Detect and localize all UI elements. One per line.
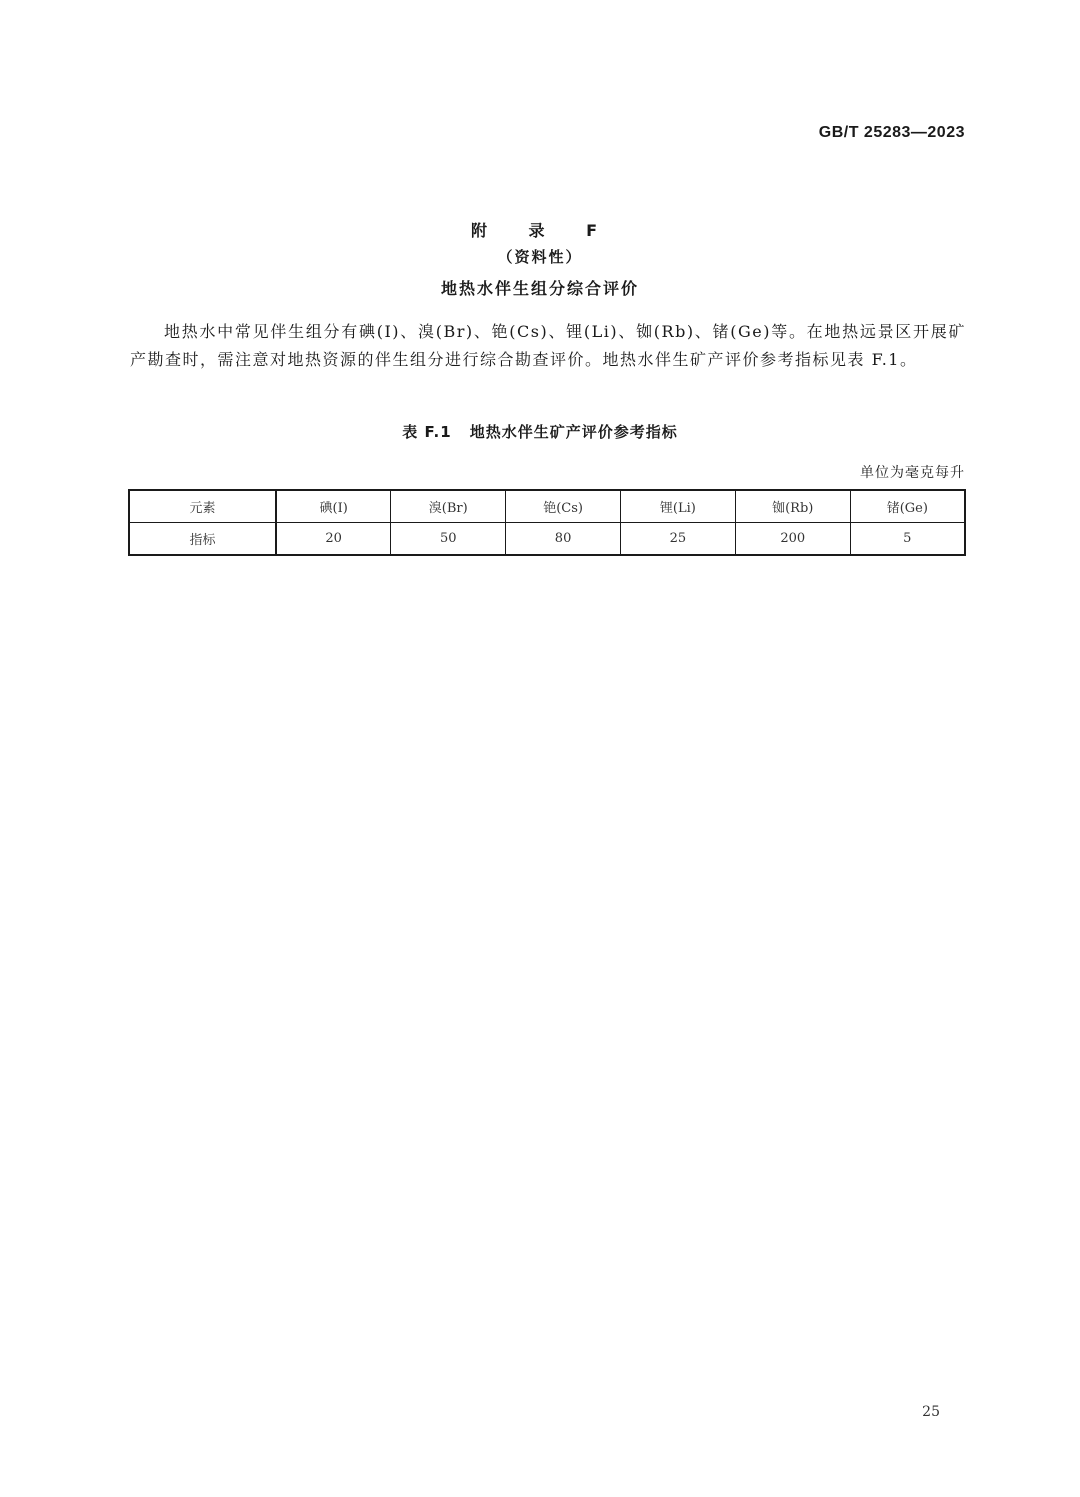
table-cell: 碘(I) [276,490,391,523]
table-caption-number: 表 F.1 [402,423,452,441]
table-row [129,523,965,556]
appendix-heading: 地热水伴生组分综合评价 [440,279,639,298]
indicator-table [128,489,966,556]
body-paragraph: 地热水中常见伴生组分有碘(I)、溴(Br)、铯(Cs)、锂(Li)、铷(Rb)、锗(Ge)等。在地热远景区开展矿产勘查时，需注意对地热资源的伴生组分进行综合勘查评价。地热水伴生矿产评价参考指标见表 F.1。 [130,322,966,369]
table-cell: 铯(Cs) [506,490,621,523]
table-cell: 5 [850,523,965,556]
standard-code: GB/T 25283—2023 [818,124,965,141]
table-cell: 锂(Li) [620,490,735,523]
table-cell: 25 [620,523,735,556]
table-cell: 铷(Rb) [735,490,850,523]
table-row-header: 元素 [129,490,276,523]
table-cell: 溴(Br) [391,490,506,523]
table-row [129,490,965,523]
unit-note: 单位为毫克每升 [860,465,965,481]
table-cell: 80 [506,523,621,556]
table-row-header: 指标 [129,523,276,556]
table-cell: 200 [735,523,850,556]
table-cell: 20 [276,523,391,556]
appendix-title: 附 录 F [470,221,616,240]
table-caption-title: 地热水伴生矿产评价参考指标 [469,423,678,441]
table-cell: 锗(Ge) [850,490,965,523]
table-cell: 50 [391,523,506,556]
appendix-type: （资料性） [497,248,583,266]
page-number: 25 [922,1404,940,1420]
table-caption [0,421,1080,442]
